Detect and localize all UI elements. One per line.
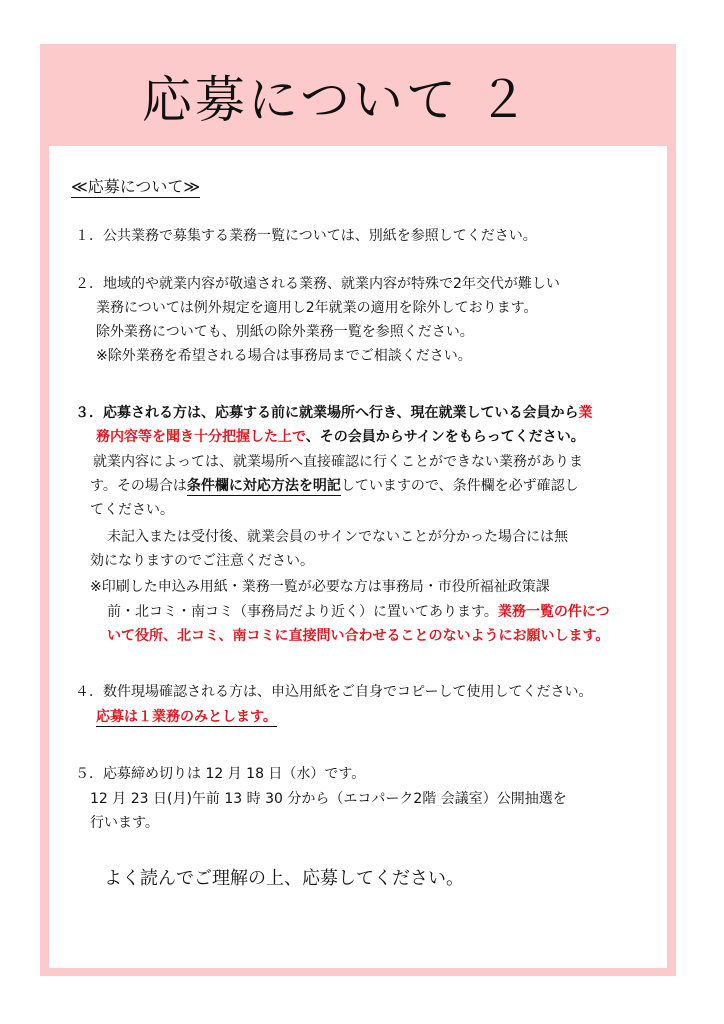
item-2-line-1: ２．地域的や就業内容が敬遠される業務、就業内容が特殊で2年交代が難しい	[75, 276, 560, 292]
item-3-line-10	[107, 625, 609, 647]
item-3-line-4	[90, 475, 579, 497]
item-3-line-1-red: 業	[578, 405, 593, 421]
item-3-line-10-red: いて役所、北コミ、南コミに直接問い合わせることのないようにお願いします。	[107, 628, 610, 644]
item-2-line-4: ※除外業務を希望される場合は事務局までご相談ください。	[96, 348, 472, 364]
item-3-line-4-emphasis: 条件欄に対応方法を明記	[186, 478, 341, 494]
item-3-line-6: 未記入または受付後、就業会員のサインでないことが分かった場合には無	[107, 529, 569, 545]
page-title: 応募について ２	[142, 71, 531, 129]
item-3-line-7: 効になりますのでご注意ください。	[90, 553, 314, 569]
item-2-line-2: 業務については例外規定を適用し2年就業の適用を除外しております。	[96, 300, 538, 316]
item-1: １．公共業務で募集する業務一覧については、別紙を参照してください。	[75, 228, 537, 244]
item-3-line-1-text: ３．応募される方は、応募する前に就業場所へ行き、現在就業している会員から	[75, 405, 579, 421]
content-panel	[49, 146, 667, 968]
item-3-line-8: ※印刷した申込み用紙・業務一覧が必要な方は事務局・市役所福祉政策課	[90, 579, 550, 595]
closing-note: よく読んでご理解の上、応募してください。	[104, 868, 464, 889]
item-3-line-4-text-c: していますので、条件欄を必ず確認し	[340, 478, 579, 494]
item-5-line-2: 12 月 23 日(月)午前 13 時 30 分から（エコパーク2階 会議室）公開抽選を	[90, 791, 567, 807]
item-3-line-1	[75, 402, 592, 424]
item-5-line-3: 行います。	[90, 815, 159, 831]
item-3-line-3: 就業内容によっては、就業場所へ直接確認に行くことができない業務がありま	[93, 454, 583, 470]
item-3-line-2	[96, 426, 585, 448]
section-heading	[71, 176, 200, 198]
page-frame	[40, 44, 676, 976]
item-2-line-3: 除外業務についても、別紙の除外業務一覧を参照ください。	[96, 324, 474, 340]
item-4-line-1: ４．数件現場確認される方は、申込用紙をご自身でコピーして使用してください。	[75, 684, 593, 700]
item-4-one-job-notice: 応募は１業務のみとします。	[96, 709, 277, 725]
item-4-line-2	[96, 706, 277, 728]
item-3-line-5: てください。	[90, 502, 174, 518]
item-3-line-4-text-a: す。その場合は	[90, 478, 187, 494]
item-3-line-2-red: 務内容等を聞き十分把握した上で	[96, 429, 306, 445]
item-3-line-2-text: 、その会員からサインをもらってください。	[305, 429, 585, 445]
item-3-line-9-text: 前・北コミ・南コミ（事務局だより近く）に置いてあります。	[107, 604, 498, 620]
item-3-line-9	[107, 601, 610, 623]
section-heading-text: ≪応募について≫	[71, 177, 201, 196]
item-3-line-9-red: 業務一覧の件につ	[497, 604, 610, 620]
item-5-line-1: ５．応募締め切りは 12 月 18 日（水）です。	[75, 766, 366, 782]
